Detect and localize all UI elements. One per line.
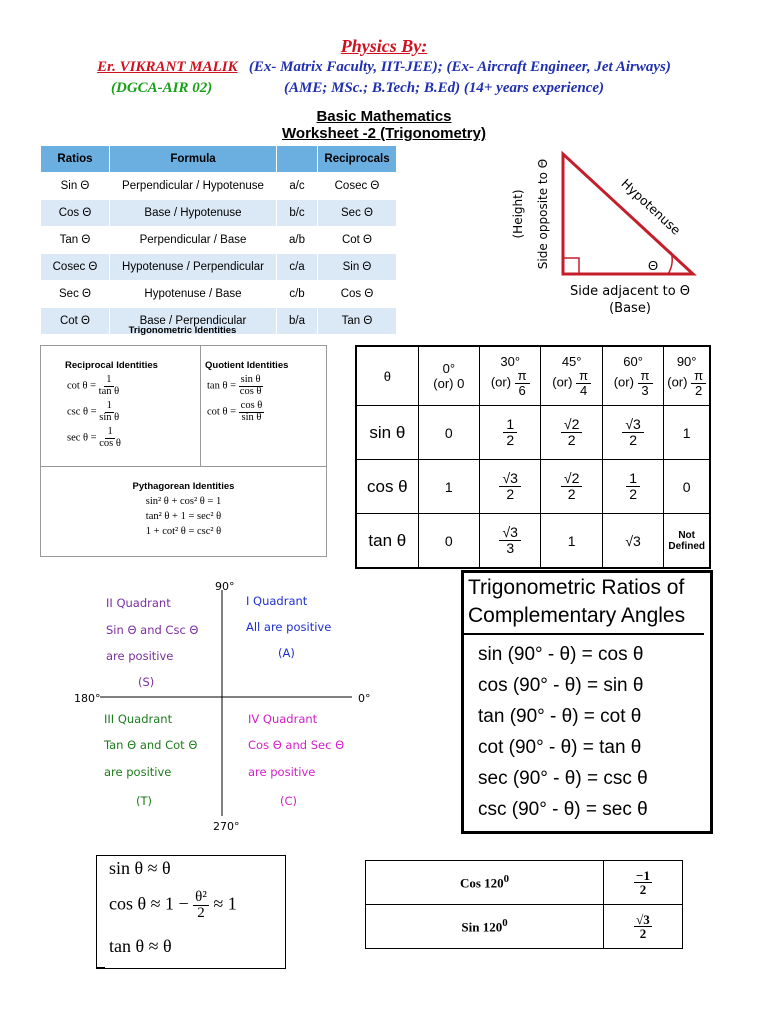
table-cell: Sec Θ [41, 281, 110, 308]
table-cell: Cos Θ [41, 200, 110, 227]
denominator: sin θ [99, 411, 120, 423]
numerator: π [515, 369, 530, 384]
table-cell [602, 406, 663, 460]
page-title: Physics By: [340, 36, 428, 56]
fraction [99, 375, 119, 397]
pythagorean-identity: sin² θ + cos² θ = 1 [145, 496, 222, 507]
table-cell: 1 [541, 514, 602, 569]
table-row [41, 254, 397, 281]
denominator: 2 [567, 486, 576, 502]
or-label: (or) [613, 374, 634, 390]
table-cell: Sec Θ [318, 200, 397, 227]
quadrant-rule: are positive [104, 765, 172, 779]
table-cell: Not Defined [664, 514, 710, 569]
table-cell: 0 [664, 460, 710, 514]
quotient-identities-cell [201, 346, 326, 467]
identities-box [40, 345, 327, 557]
reciprocal-identity [67, 375, 200, 397]
quadrant-rule: Cos Θ and Sec Θ [248, 738, 345, 752]
identity-lhs: sec θ = [67, 432, 97, 444]
quadrant-2 [106, 596, 199, 689]
numerator: sin θ [240, 374, 261, 385]
quadrant-diagram [60, 578, 390, 834]
denominator: tan θ [98, 385, 120, 397]
complementary-identity: cot (90° - θ) = tan θ [478, 737, 642, 758]
quadrant-title: III Quadrant [104, 712, 173, 726]
numerator: 1 [503, 417, 517, 433]
function-label: sin θ [356, 406, 418, 460]
numerator: 1 [626, 471, 640, 487]
quadrant-4 [248, 712, 344, 808]
table-row [41, 281, 397, 308]
base-label: (Base) [609, 301, 651, 316]
quotient-identity [207, 375, 326, 397]
reciprocal-identity [67, 427, 200, 449]
dgca-license: (DGCA-AIR 02) [111, 80, 213, 96]
table-cell [480, 406, 541, 460]
complementary-identity: tan (90° - θ) = cot θ [478, 706, 642, 727]
denominator: 2 [639, 882, 647, 897]
quadrant-title: IV Quadrant [248, 712, 318, 726]
or-label: (or) [667, 374, 688, 390]
small-angle-box [96, 855, 286, 969]
cos-approx-lhs: cos θ ≈ 1 − [109, 893, 189, 914]
fraction [99, 427, 121, 449]
degree-sup: 0 [503, 873, 510, 886]
angle-degrees: 60° [623, 354, 643, 370]
identities-heading: Trigonometric Identities [128, 325, 237, 336]
angle-header [541, 346, 602, 406]
fraction [239, 401, 265, 423]
adjacent-side-label: Side adjacent to Θ [569, 284, 691, 299]
numerator: 1 [106, 374, 112, 385]
degree-sup: 0 [502, 917, 508, 930]
quadrant-tag: (C) [280, 794, 298, 808]
quadrant-rule: Tan Θ and Cot Θ [104, 738, 198, 752]
complementary-angles-box [461, 570, 713, 834]
fraction [576, 369, 591, 397]
numerator: √2 [561, 417, 582, 433]
denominator: sin θ [241, 411, 262, 423]
complementary-identity: sin (90° - θ) = cos θ [478, 644, 644, 665]
angle-header [418, 346, 479, 406]
table-cell: b/a [277, 308, 318, 335]
pythagorean-identities-title: Pythagorean Identities [132, 481, 235, 492]
table-row [356, 460, 710, 514]
reciprocal-identities-title: Reciprocal Identities [65, 360, 158, 371]
or-label: (or) [490, 374, 512, 390]
value-label: Sin 120 [461, 919, 503, 935]
axis-label-270: 270° [213, 820, 240, 833]
table-cell: Cot Θ [41, 308, 110, 335]
table-cell: Tan Θ [41, 227, 110, 254]
denominator: 2 [694, 383, 703, 398]
table-cell [480, 460, 541, 514]
denominator: cos θ [239, 385, 262, 397]
pythagorean-identity: tan² θ + 1 = sec² θ [145, 511, 222, 522]
angle-header [602, 346, 663, 406]
fraction [561, 417, 582, 447]
complementary-identity: csc (90° - θ) = sec θ [478, 799, 648, 820]
denominator: 2 [629, 432, 638, 448]
table-cell: Cosec Θ [41, 254, 110, 281]
tan-approximation: tan θ ≈ θ [109, 936, 172, 956]
table-cell: 0 [418, 406, 479, 460]
fraction [626, 471, 640, 501]
table-row [41, 200, 397, 227]
table-row [356, 406, 710, 460]
cos-approx-rhs: ≈ 1 [213, 893, 237, 914]
author-line [0, 59, 768, 76]
table-cell: Sin Θ [41, 173, 110, 200]
table-row [41, 227, 397, 254]
function-label: tan θ [356, 514, 418, 569]
axis-label-0: 0° [358, 692, 371, 705]
denominator: 3 [506, 540, 515, 556]
denominator: cos θ [99, 437, 121, 449]
denominator: 2 [567, 432, 576, 448]
table-cell: √3 [602, 514, 663, 569]
bracket-left-bottom [97, 967, 105, 968]
angle-header [480, 346, 541, 406]
table-row [366, 905, 683, 949]
table-cell: Tan Θ [318, 308, 397, 335]
fraction [638, 369, 653, 397]
theta-label: Θ [648, 258, 659, 273]
author-name: Er. VIKRANT MALIK [97, 59, 238, 75]
fraction [634, 913, 652, 940]
fraction [691, 369, 706, 397]
quotient-identities-title: Quotient Identities [205, 360, 289, 371]
subject-title: Basic Mathematics [316, 108, 452, 125]
table-cell: c/b [277, 281, 318, 308]
table-cell: Base / Perpendicular [110, 308, 277, 335]
numerator: π [638, 369, 653, 384]
fraction [503, 417, 517, 447]
reciprocal-identities-cell [41, 346, 201, 467]
complementary-title-1: Trigonometric Ratios of [468, 576, 685, 599]
table-row [366, 861, 683, 905]
table-cell: a/c [277, 173, 318, 200]
numerator: π [691, 369, 706, 384]
ratio-table [40, 145, 397, 335]
table-cell: a/b [277, 227, 318, 254]
numerator: √3 [499, 471, 520, 487]
table-cell: Base / Hypotenuse [110, 200, 277, 227]
special-values-table [365, 860, 683, 949]
cos-approximation [109, 890, 237, 921]
col-header-reciprocals: Reciprocals [318, 146, 397, 173]
angle-degrees: 45° [561, 354, 582, 370]
fraction [634, 869, 652, 896]
numerator: θ² [195, 889, 207, 905]
quadrant-rule: All are positive [246, 620, 332, 634]
table-cell: c/a [277, 254, 318, 281]
fraction [622, 417, 643, 447]
quotient-identity [207, 401, 326, 423]
denominator: 2 [629, 486, 638, 502]
or-label: (or) [433, 376, 454, 391]
numerator: √3 [636, 912, 650, 927]
sin-approximation: sin θ ≈ θ [109, 858, 171, 878]
numerator: √3 [499, 525, 520, 541]
numerator: 1 [107, 426, 113, 437]
angle-arc [668, 252, 672, 274]
triangle-shape [563, 154, 693, 274]
table-row [356, 346, 710, 406]
bracket-left-top [97, 855, 105, 856]
identity-lhs: cot θ = [207, 406, 237, 418]
quadrant-tag: (T) [136, 794, 152, 808]
or-label: (or) [552, 374, 573, 390]
quadrant-rule: are positive [248, 765, 316, 779]
quadrant-tag: (A) [278, 646, 295, 660]
reciprocal-identity [67, 401, 200, 423]
denominator: 2 [197, 905, 205, 921]
worksheet-title: Worksheet -2 (Trigonometry) [282, 125, 486, 142]
fraction [239, 375, 263, 397]
table-cell: Perpendicular / Base [110, 227, 277, 254]
numerator: √2 [561, 471, 582, 487]
denominator: 2 [506, 486, 515, 502]
fraction [99, 401, 119, 423]
quadrant-tag: (S) [138, 675, 155, 689]
table-cell [480, 514, 541, 569]
quadrant-1 [246, 594, 331, 660]
numerator: −1 [636, 868, 650, 883]
table-cell: Hypotenuse / Perpendicular [110, 254, 277, 281]
denominator: 6 [518, 383, 526, 398]
hypotenuse-label: Hypotenuse [618, 175, 684, 238]
author-credentials-1: (Ex- Matrix Faculty, IIT-JEE); (Ex- Aircraft Engineer, Jet Airways) [248, 59, 671, 75]
bracket-gap-left [97, 856, 105, 968]
table-cell: Sin Θ [318, 254, 397, 281]
fraction [193, 890, 209, 921]
fraction [561, 471, 582, 501]
table-cell [366, 861, 604, 905]
table-cell: 1 [418, 460, 479, 514]
quadrant-rule: Sin Θ and Csc Θ [106, 623, 199, 637]
numerator: 1 [106, 400, 112, 411]
pythagorean-identities-cell [41, 467, 326, 537]
angle-header [664, 346, 710, 406]
author-credentials-2: (AME; MSc.; B.Tech; B.Ed) (14+ years experience) [284, 80, 605, 96]
table-cell [604, 905, 683, 949]
angle-degrees: 30° [500, 354, 521, 370]
table-cell: b/c [277, 200, 318, 227]
pythagorean-identity: 1 + cot² θ = csc² θ [145, 526, 222, 537]
numerator: π [576, 369, 591, 384]
theta-header: θ [356, 346, 418, 406]
table-cell [541, 460, 602, 514]
right-angle-marker [563, 258, 579, 274]
axis-label-90: 90° [215, 580, 235, 593]
value-label: Cos 120 [459, 875, 504, 891]
table-row [41, 173, 397, 200]
right-triangle-diagram [500, 148, 730, 320]
quadrant-3 [103, 712, 197, 808]
table-cell [602, 460, 663, 514]
denominator: 2 [639, 926, 647, 941]
denominator: 2 [506, 432, 515, 448]
identity-lhs: tan θ = [207, 380, 237, 392]
axis-label-180: 180° [74, 692, 101, 705]
identity-lhs: csc θ = [67, 406, 97, 418]
fraction [499, 525, 520, 555]
table-cell: Cos Θ [318, 281, 397, 308]
table-cell: Perpendicular / Hypotenuse [110, 173, 277, 200]
denominator: 4 [579, 383, 588, 398]
trig-values-table [355, 345, 711, 569]
table-cell [541, 406, 602, 460]
height-label: (Height) [511, 189, 525, 239]
table-row [356, 514, 710, 569]
quadrant-title: I Quadrant [246, 594, 308, 608]
table-cell: 0 [418, 514, 479, 569]
complementary-identity: cos (90° - θ) = sin θ [478, 675, 644, 696]
complementary-title-2: Complementary Angles [464, 602, 704, 635]
quadrant-title: II Quadrant [106, 596, 171, 610]
complementary-identity: sec (90° - θ) = csc θ [478, 768, 648, 789]
table-cell: 1 [664, 406, 710, 460]
identity-lhs: cot θ = [67, 380, 97, 392]
col-header-ratios: Ratios [41, 146, 110, 173]
denominator: 3 [641, 383, 649, 398]
quadrant-rule: are positive [106, 649, 174, 663]
angle-degrees: 90° [676, 354, 697, 370]
opposite-side-label: Side opposite to Θ [536, 158, 550, 270]
table-cell: Hypotenuse / Base [110, 281, 277, 308]
numerator: √3 [622, 417, 643, 433]
table-cell: Cot Θ [318, 227, 397, 254]
fraction [515, 369, 530, 397]
col-header-fraction [277, 146, 318, 173]
col-header-formula: Formula [110, 146, 277, 173]
function-label: cos θ [356, 460, 418, 514]
angle-degrees: 0° [442, 361, 456, 376]
fraction [499, 471, 520, 501]
angle-radians: 0 [457, 376, 465, 391]
numerator: cos θ [240, 400, 263, 411]
table-cell [604, 861, 683, 905]
table-cell: Cosec Θ [318, 173, 397, 200]
table-cell [366, 905, 604, 949]
